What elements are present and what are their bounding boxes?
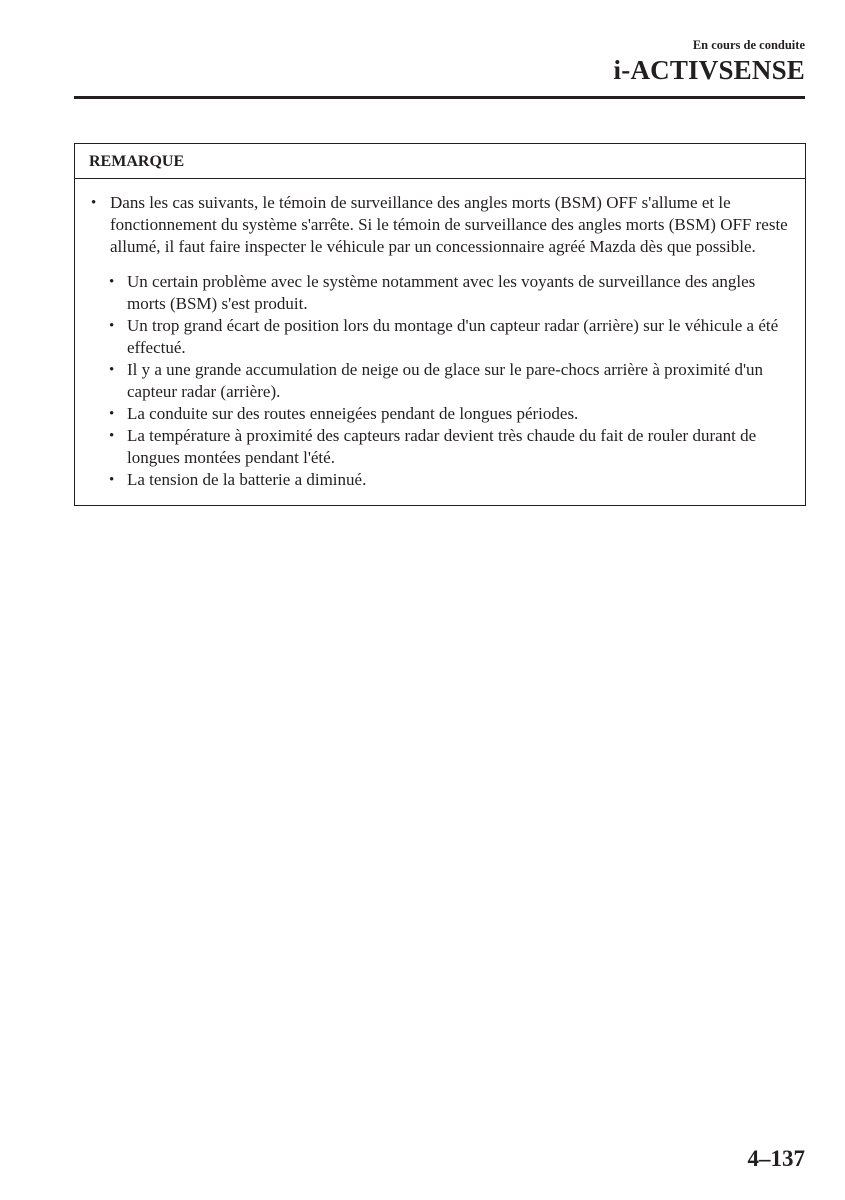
condition-item [89, 403, 791, 425]
header-divider [74, 96, 805, 99]
page-number: 4–137 [747, 1146, 805, 1171]
chapter-title: i-ACTIVSENSE [613, 55, 805, 85]
bullet-icon: • [91, 195, 97, 211]
bullet-icon: • [109, 406, 115, 422]
bullet-icon: • [109, 274, 115, 290]
note-intro-item [89, 192, 791, 258]
note-body [75, 179, 805, 505]
bullet-icon: • [109, 472, 115, 488]
condition-item [89, 359, 791, 403]
condition-text: Un certain problème avec le système notamment avec les voyants de surveillance des angles morts (BSM) s'est produit. [127, 272, 756, 313]
bullet-icon: • [109, 428, 115, 444]
condition-text: Un trop grand écart de position lors du montage d'un capteur radar (arrière) sur le véhicule a été effectué. [127, 316, 779, 357]
note-box [74, 143, 806, 506]
condition-item [89, 271, 791, 315]
condition-text: La température à proximité des capteurs radar devient très chaude du fait de rouler durant de longues montées pendant l'été. [127, 426, 757, 467]
condition-list [89, 271, 791, 491]
condition-text: La conduite sur des routes enneigées pendant de longues périodes. [127, 404, 579, 423]
condition-item [89, 469, 791, 491]
condition-item [89, 425, 791, 469]
bullet-icon: • [109, 318, 115, 334]
condition-text: Il y a une grande accumulation de neige ou de glace sur le pare-chocs arrière à proximité d'un capteur radar (arrière). [127, 360, 764, 401]
note-heading: REMARQUE [75, 144, 805, 179]
condition-text: La tension de la batterie a diminué. [127, 470, 367, 489]
condition-item [89, 315, 791, 359]
note-intro-text: Dans les cas suivants, le témoin de surveillance des angles morts (BSM) OFF s'allume et le fonctionnement du système s'arrête. Si le témoin de surveillance des angles morts (BSM) OFF reste allumé, il faut faire inspecter le véhicule par un concessionnaire agréé Mazda dès que possible. [110, 193, 788, 256]
bullet-icon: • [109, 362, 115, 378]
section-header: En cours de conduite [692, 38, 805, 52]
